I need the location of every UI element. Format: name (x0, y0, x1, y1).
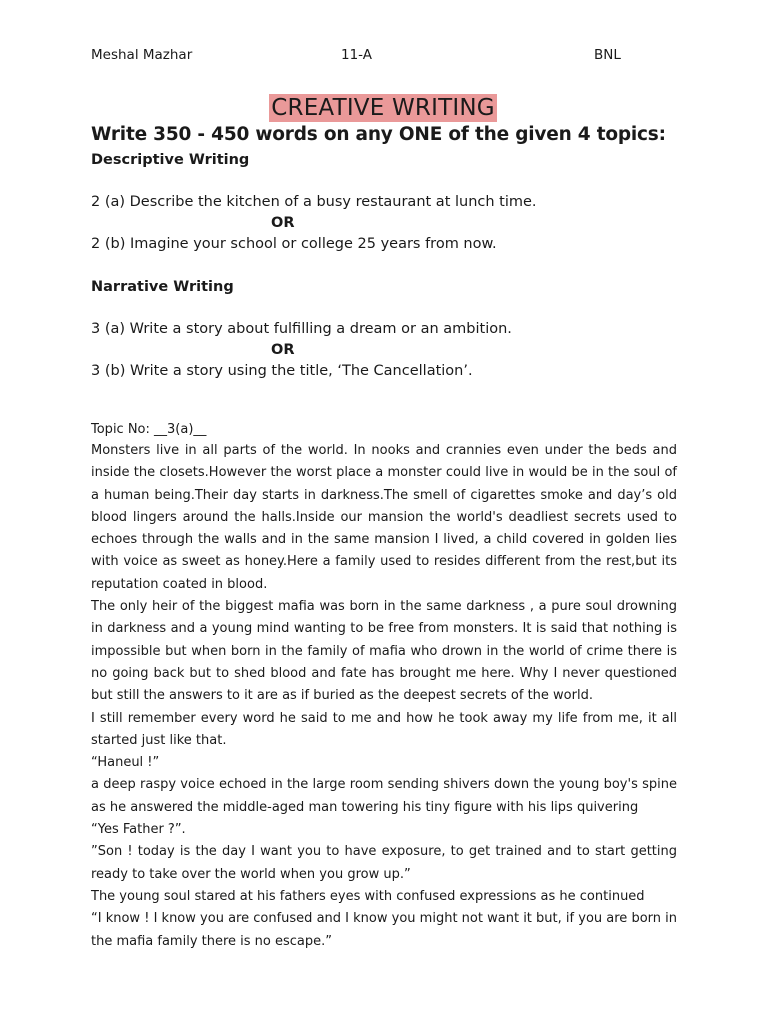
question-2a: 2 (a) Describe the kitchen of a busy restaurant at lunch time. (91, 194, 537, 210)
school-name: BNL (594, 47, 621, 63)
page-title: CREATIVE WRITING (271, 95, 495, 121)
essay-paragraph: I still remember every word he said to me and how he took away my life from me, it all started just like that. (91, 710, 677, 748)
student-name: Meshal Mazhar (91, 47, 193, 63)
question-3a: 3 (a) Write a story about fulfilling a dream or an ambition. (91, 321, 512, 337)
page-header (91, 47, 631, 65)
essay-paragraph: ”Son ! today is the day I want you to have exposure, to get trained and to start getting ready to take over the world when you grow up.” (91, 844, 677, 882)
topic-number: Topic No: __3(a)__ (91, 422, 207, 437)
question-2b: 2 (b) Imagine your school or college 25 years from now. (91, 236, 497, 252)
essay-paragraph: The young soul stared at his fathers eyes with confused expressions as he continued (91, 888, 645, 904)
or-separator-2: OR (271, 342, 295, 358)
essay-paragraph: a deep raspy voice echoed in the large room sending shivers down the young boy's spine as he answered the middle-aged man towering his tiny figure with his lips quivering (91, 777, 677, 815)
question-3b: 3 (b) Write a story using the title, ‘The Cancellation’. (91, 363, 473, 379)
essay-paragraph: Monsters live in all parts of the world. In nooks and crannies even under the beds and inside the closets.However the worst place a monster could live in would be in the soul of a human being.Their day starts in darkness.The smell of cigarettes smoke and day’s old blood lingers around the halls.Inside our mansion the world's deadliest secrets used to echoes through the walls and in the same mansion I lived, a child covered in golden lies with voice as sweet as honey.Here a family used to resides different from the rest,but its reputation coated in blood. (91, 443, 677, 592)
essay-paragraph: The only heir of the biggest mafia was born in the same darkness , a pure soul drowning in darkness and a young mind wanting to be free from monsters. It is said that nothing is impossible but when born in the family of mafia who drown in the world of crime there is no going back but to shed blood and fate has brought me here. Why I never questioned but still the answers to it are as if buried as the deepest secrets of the world. (91, 599, 677, 704)
instruction-heading: Write 350 - 450 words on any ONE of the given 4 topics: (91, 124, 666, 145)
or-separator-1: OR (271, 215, 295, 231)
essay-paragraph: “Haneul !” (91, 755, 160, 771)
essay-paragraph: “Yes Father ?”. (91, 822, 186, 838)
student-class: 11-A (341, 47, 372, 63)
essay-body (91, 440, 677, 953)
section-heading-descriptive: Descriptive Writing (91, 152, 250, 168)
title-container (0, 94, 768, 122)
essay-paragraph: “I know ! I know you are confused and I know you might not want it but, if you are born in the mafia family there is no escape.” (91, 911, 677, 949)
section-heading-narrative: Narrative Writing (91, 279, 234, 295)
